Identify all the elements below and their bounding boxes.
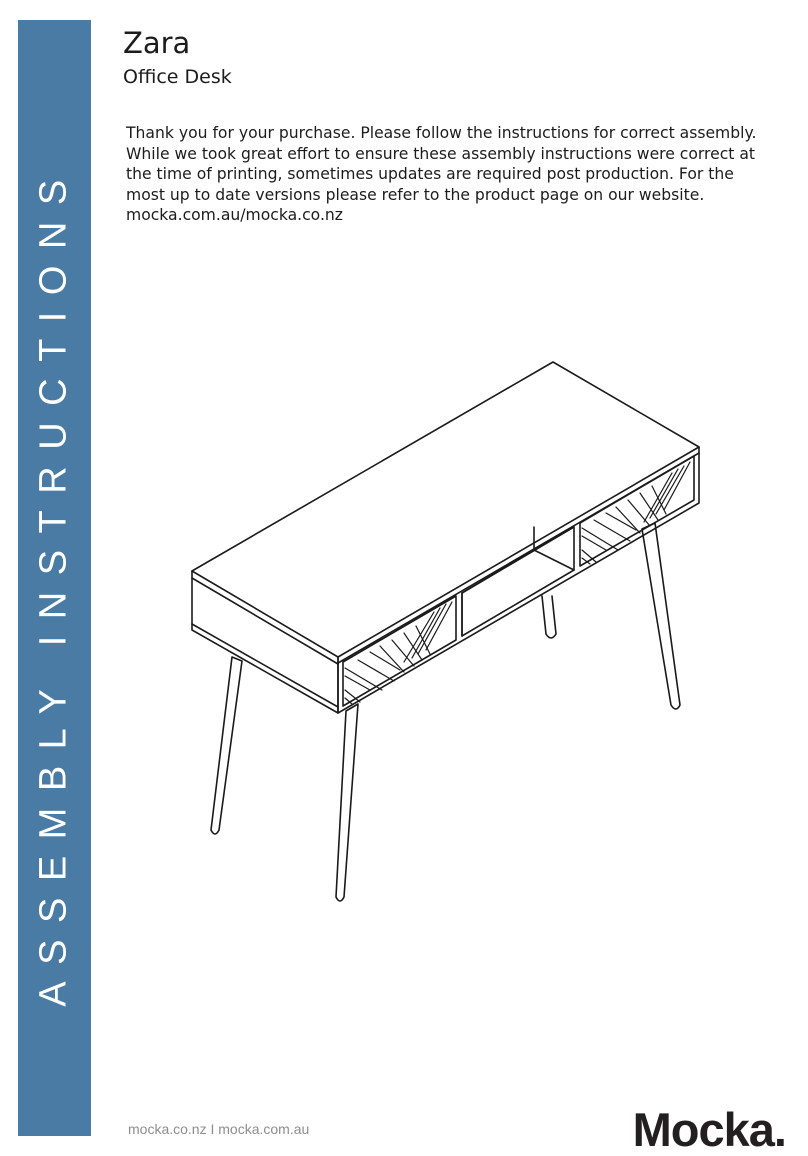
desk-end-panel xyxy=(192,571,338,713)
desk-leg-front-left xyxy=(211,657,242,834)
footer-website-links: mocka.co.nz I mocka.com.au xyxy=(128,1121,310,1137)
desk-leg-front-right xyxy=(336,704,358,901)
assembly-instructions-label: ASSEMBLY INSTRUCTIONS xyxy=(32,163,75,1007)
intro-paragraph: Thank you for your purchase. Please follow the instructions for correct assembly. While we took great effort to ensure these assembly instructions were correct at the time of printing, sometimes updates are required post production. For the most up to date versions please refer to the product page on our website. mocka.com.au/mocka.co.nz xyxy=(126,124,757,224)
desk-front-face xyxy=(338,447,699,713)
drawer-left-chevron-pattern xyxy=(345,602,452,704)
desk-leg-back-right xyxy=(542,596,556,638)
product-type: Office Desk xyxy=(123,66,232,88)
product-name: Zara xyxy=(123,26,191,60)
office-desk-illustration xyxy=(186,355,706,915)
desk-leg-far-right xyxy=(642,523,680,709)
mocka-logo: Mocka. xyxy=(632,1103,786,1156)
